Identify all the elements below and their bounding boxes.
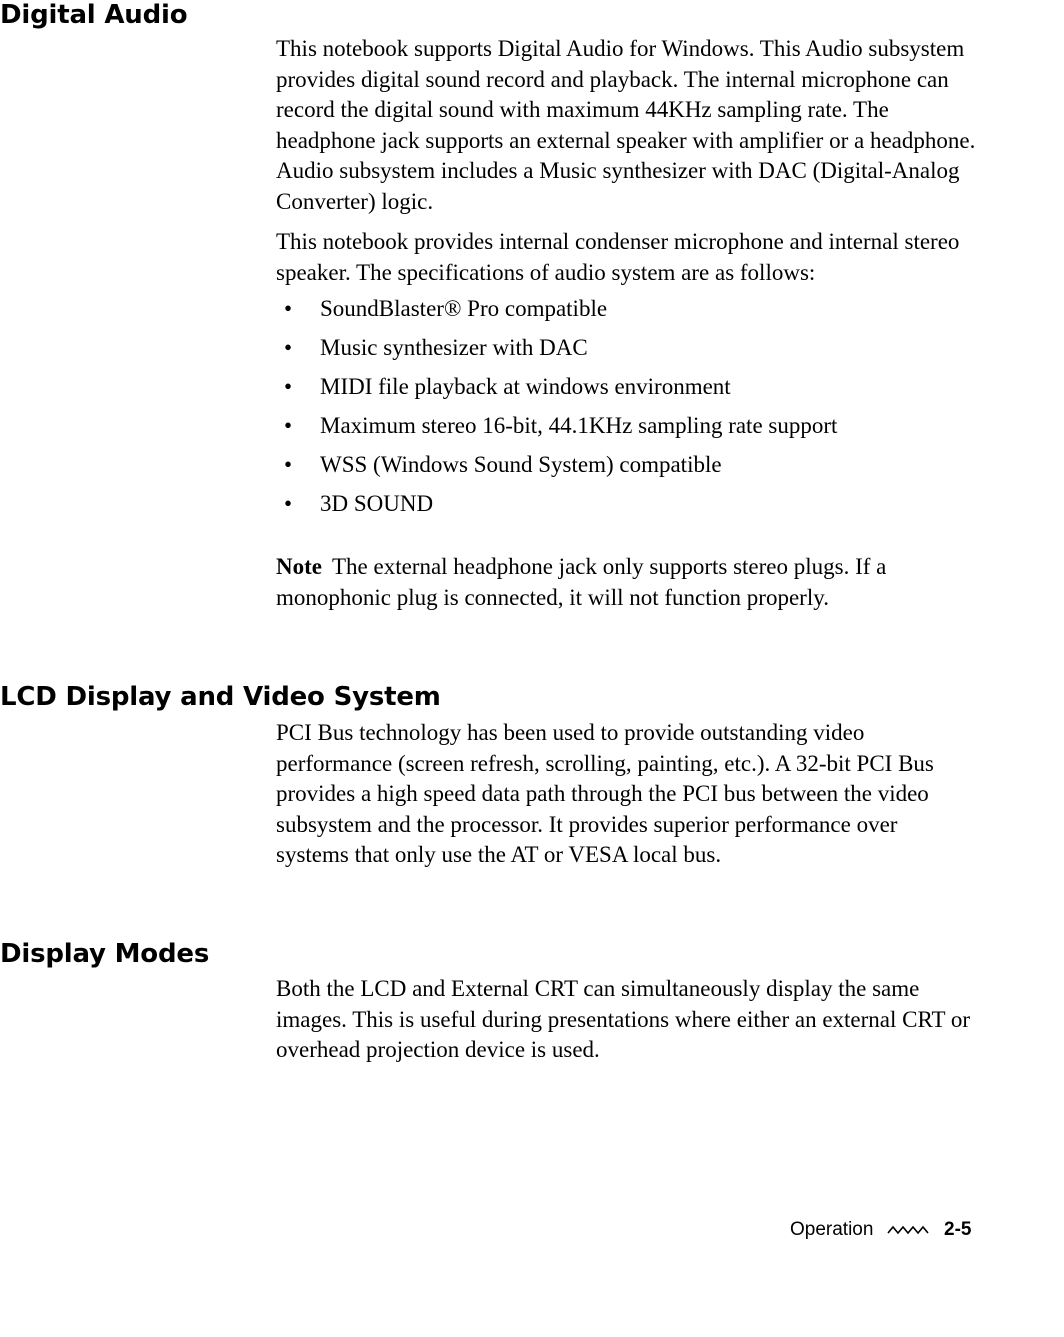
list-item (276, 294, 976, 333)
footer-section-name: Operation (790, 1219, 874, 1240)
note-text: The external headphone jack only supports stereo plugs. If a monophonic plug is connected, it will not function properly. (276, 554, 887, 610)
note-paragraph (276, 552, 976, 613)
list-item-text: WSS (Windows Sound System) compatible (320, 452, 722, 477)
heading-display-modes: Display Modes (0, 939, 210, 969)
bullet-icon: • (284, 335, 293, 360)
page-footer (790, 1218, 971, 1242)
list-item-text: Music synthesizer with DAC (320, 335, 588, 360)
bullet-icon: • (284, 374, 293, 399)
list-item (276, 489, 976, 528)
bullet-icon: • (284, 452, 293, 477)
list-item-text: MIDI file playback at windows environment (320, 374, 731, 399)
heading-digital-audio: Digital Audio (0, 0, 188, 30)
list-item-text: SoundBlaster® Pro compatible (320, 296, 608, 321)
display-modes-paragraph: Both the LCD and External CRT can simultaneously display the same images. This is useful during presentations where either an external CRT or overhead projection device is used. (276, 976, 970, 1062)
list-item (276, 450, 976, 489)
bullet-icon: • (284, 491, 293, 516)
lcd-display-paragraph: PCI Bus technology has been used to provide outstanding video performance (screen refresh, scrolling, painting, etc.). A 32-bit PCI Bus provides a high speed data path through the PCI bus between the video subsystem and the processor. It provides superior performance over systems that only use the AT or VESA local bus. (276, 720, 934, 867)
audio-spec-list (276, 294, 976, 528)
heading-lcd-display: LCD Display and Video System (0, 682, 441, 712)
bullet-icon: • (284, 296, 293, 321)
note-label: Note (276, 554, 322, 579)
zigzag-ornament-icon (887, 1225, 931, 1235)
digital-audio-paragraph-2: This notebook provides internal condenser microphone and internal stereo speaker. The specifications of audio system are as follows: (276, 229, 960, 285)
list-item (276, 372, 976, 411)
bullet-icon: • (284, 413, 293, 438)
list-item (276, 333, 976, 372)
list-item (276, 411, 976, 450)
digital-audio-paragraph-1: This notebook supports Digital Audio for Windows. This Audio subsystem provides digital sound record and playback. The internal microphone can record the digital sound with maximum 44KHz sampling rate. The headphone jack supports an external speaker with amplifier or a headphone. Audio subsystem includes a Music synthesizer with DAC (Digital-Analog Converter) logic. (276, 36, 976, 214)
list-item-text: 3D SOUND (320, 491, 434, 516)
list-item-text: Maximum stereo 16-bit, 44.1KHz sampling rate support (320, 413, 838, 438)
digital-audio-body (276, 34, 976, 528)
page-number: 2-5 (944, 1219, 972, 1240)
